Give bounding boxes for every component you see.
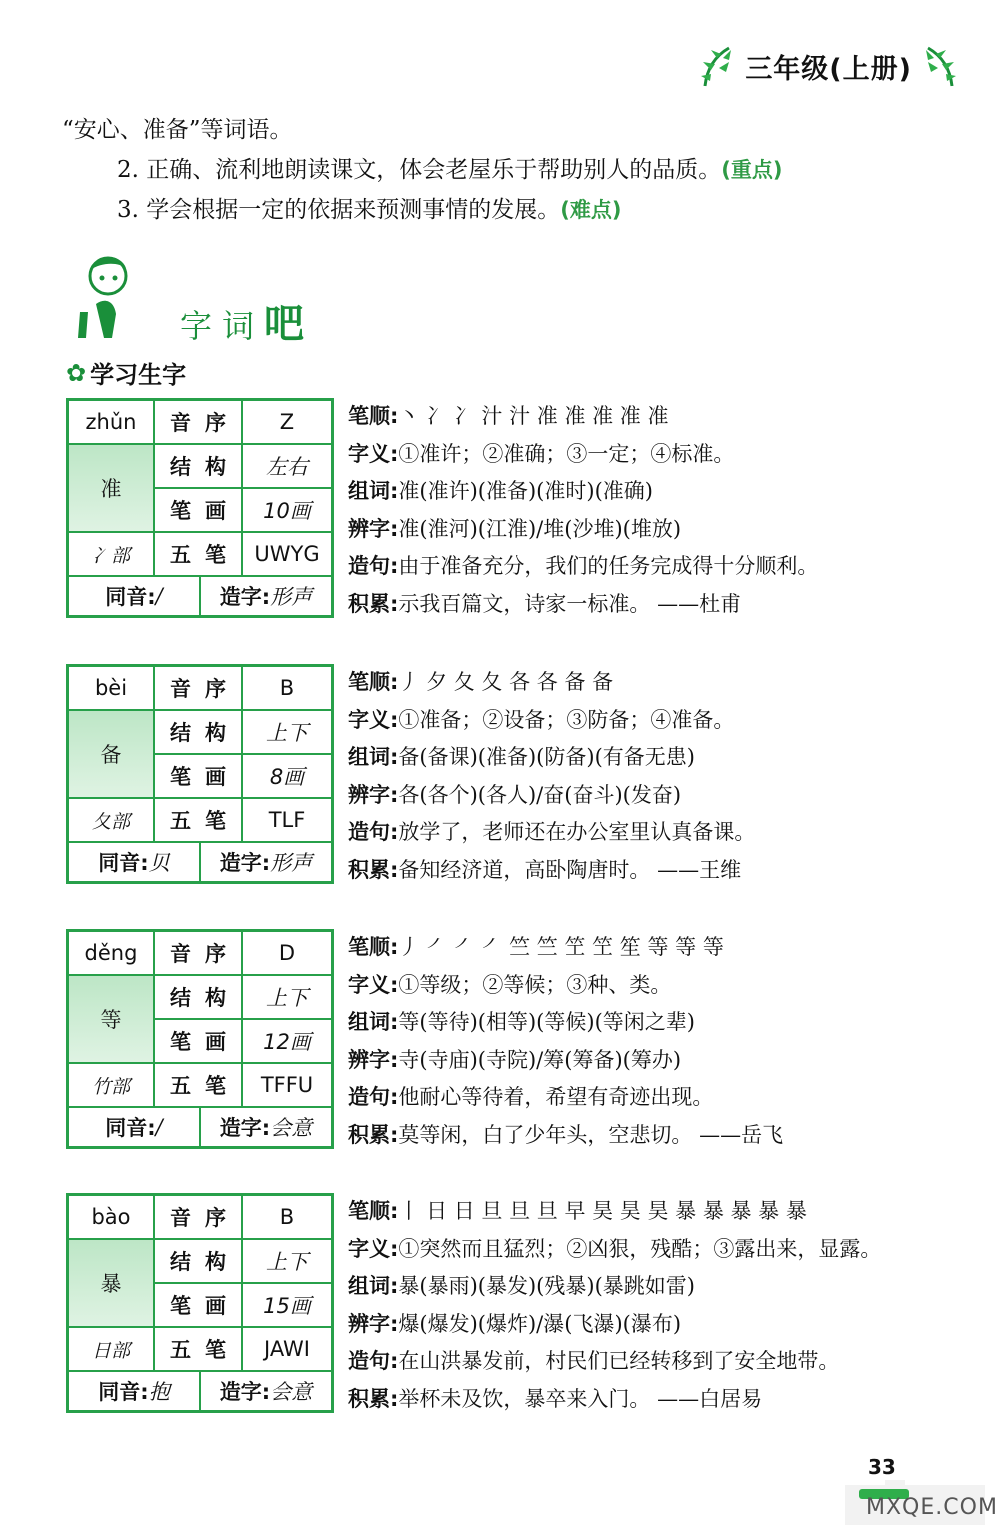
objective-3-text: 3. 学会根据一定的依据来预测事情的发展。 — [117, 197, 561, 223]
word-group-value: 备(备课)(准备)(防备)(有备无患) — [398, 745, 695, 769]
page-header — [697, 42, 960, 90]
distinguish-label: 辨字: — [348, 1311, 399, 1336]
subsection-title — [66, 355, 186, 390]
accumulation-line — [348, 852, 968, 890]
distinguish-label: 辨字: — [348, 1047, 399, 1072]
distinguish-line — [348, 777, 968, 815]
accumulation-value: 举杯未及饮，暴卒来入门。 ——白居易 — [398, 1386, 763, 1411]
kid-mascot-icon — [70, 252, 140, 342]
formation — [201, 1372, 331, 1410]
strokes-label: 笔画 — [155, 1020, 243, 1064]
meaning-line — [348, 1231, 968, 1269]
meaning-line — [348, 967, 968, 1005]
pinyin: bào — [69, 1196, 155, 1240]
homophone-value: 贝 — [148, 851, 170, 875]
distinguish-value: 准(淮河)(江淮)/堆(沙堆)(堆放) — [398, 516, 682, 541]
homophone-value: / — [155, 584, 163, 608]
objective-line-1: “安心、准备”等词语。 — [62, 117, 293, 143]
stroke-order-line — [348, 664, 968, 702]
sentence-line — [348, 1343, 968, 1381]
character-card — [66, 1193, 334, 1413]
stroke-order-label: 笔顺: — [348, 935, 399, 959]
formation-label: 造字: — [219, 1116, 271, 1140]
strokes-value: 10画 — [243, 489, 331, 533]
main-character: 等 — [69, 976, 155, 1064]
word-group-value: 等(等待)(相等)(等候)(等闲之辈) — [398, 1010, 695, 1034]
wubi-label: 五笔 — [155, 1064, 243, 1108]
word-group-label: 组词: — [348, 479, 399, 503]
stroke-order-label: 笔顺: — [348, 404, 399, 428]
character-entry — [66, 929, 966, 1155]
strokes-value: 15画 — [243, 1284, 331, 1328]
strokes-value: 8画 — [243, 755, 331, 799]
radical: 夂部 — [69, 799, 155, 843]
stroke-order-line — [348, 1193, 968, 1231]
pinyin: bèi — [69, 667, 155, 711]
accumulation-label: 积累: — [348, 1122, 399, 1147]
formation — [201, 843, 331, 881]
distinguish-value: 爆(爆发)(爆炸)/瀑(飞瀑)(瀑布) — [398, 1311, 682, 1336]
distinguish-label: 辨字: — [348, 516, 399, 541]
character-entry — [66, 1193, 966, 1419]
stroke-order-label: 笔顺: — [348, 1199, 399, 1223]
homophone — [69, 577, 201, 615]
homophone-label: 同音: — [105, 1116, 156, 1140]
sentence-label: 造句: — [348, 1349, 399, 1373]
structure-value: 上下 — [243, 711, 331, 755]
main-character: 准 — [69, 445, 155, 533]
stroke-order-line — [348, 398, 968, 436]
character-details — [348, 929, 968, 1154]
meaning-value: ①准备；②设备；③防备；④准备。 — [398, 707, 735, 732]
accumulation-label: 积累: — [348, 857, 399, 882]
character-details — [348, 1193, 968, 1418]
wubi-label: 五笔 — [155, 1328, 243, 1372]
structure-label: 结构 — [155, 976, 243, 1020]
formation-value: 形声 — [270, 851, 313, 875]
character-card — [66, 398, 334, 618]
word-group-label: 组词: — [348, 1274, 399, 1298]
word-group-line — [348, 1268, 968, 1306]
word-group-label: 组词: — [348, 1010, 399, 1034]
meaning-line — [348, 702, 968, 740]
structure-label: 结构 — [155, 1240, 243, 1284]
accumulation-line — [348, 586, 968, 624]
stroke-order-label: 笔顺: — [348, 670, 399, 694]
character-details — [348, 664, 968, 889]
structure-label: 结构 — [155, 445, 243, 489]
homophone — [69, 1372, 201, 1410]
sentence-value: 他耐心等待着，希望有奇迹出现。 — [398, 1085, 714, 1109]
radical: 日部 — [69, 1328, 155, 1372]
accumulation-line — [348, 1381, 968, 1419]
wubi-code: UWYG — [243, 533, 331, 577]
order-label: 音序 — [155, 1196, 243, 1240]
wubi-code: TLF — [243, 799, 331, 843]
structure-value: 上下 — [243, 1240, 331, 1284]
main-character: 备 — [69, 711, 155, 799]
stroke-order-value: 丨 日 日 旦 旦 旦 早 昊 昊 昊 暴 暴 暴 暴 暴 — [398, 1199, 807, 1223]
sentence-label: 造句: — [348, 554, 399, 578]
distinguish-line — [348, 511, 968, 549]
stroke-order-value: 丶 冫 冫 汁 汁 准 准 准 准 准 — [398, 404, 669, 428]
strokes-value: 12画 — [243, 1020, 331, 1064]
strokes-label: 笔画 — [155, 489, 243, 533]
watermark: MXQE.COM — [866, 1495, 998, 1520]
stroke-order-value: 丿 夕 夂 夂 各 各 备 备 — [398, 670, 614, 694]
flower-icon: ✿ — [66, 358, 87, 387]
sentence-line — [348, 548, 968, 586]
formation-label: 造字: — [219, 1380, 271, 1404]
order-label: 音序 — [155, 401, 243, 445]
formation-value: 形声 — [270, 585, 313, 609]
order-label: 音序 — [155, 667, 243, 711]
sentence-value: 放学了，老师还在办公室里认真备课。 — [398, 820, 756, 844]
strokes-label: 笔画 — [155, 1284, 243, 1328]
wubi-label: 五笔 — [155, 533, 243, 577]
page-number: 33 — [868, 1455, 896, 1479]
meaning-value: ①等级；②等候；③种、类。 — [398, 972, 672, 997]
distinguish-line — [348, 1042, 968, 1080]
homophone-label: 同音: — [98, 851, 149, 875]
section-title-main: 字词 — [180, 307, 265, 345]
section-title-text — [180, 292, 304, 349]
word-group-line — [348, 473, 968, 511]
strokes-label: 笔画 — [155, 755, 243, 799]
word-group-line — [348, 1004, 968, 1042]
formation-label: 造字: — [219, 851, 271, 875]
word-group-line — [348, 739, 968, 777]
meaning-label: 字义: — [348, 1236, 399, 1261]
structure-label: 结构 — [155, 711, 243, 755]
accumulation-line — [348, 1117, 968, 1155]
key-point-tag: (重点) — [721, 158, 783, 182]
wubi-code: JAWI — [243, 1328, 331, 1372]
section-title — [70, 252, 390, 347]
objective-line-2 — [62, 150, 962, 190]
order-value: D — [243, 932, 331, 976]
homophone-label: 同音: — [98, 1380, 149, 1404]
sentence-value: 在山洪暴发前，村民们已经转移到了安全地带。 — [398, 1349, 840, 1373]
leaf-left-icon — [697, 42, 737, 90]
formation-value: 会意 — [270, 1116, 313, 1140]
pinyin: děng — [69, 932, 155, 976]
sentence-line — [348, 1079, 968, 1117]
order-value: B — [243, 1196, 331, 1240]
objective-2-text: 2. 正确、流利地朗读课文，体会老屋乐于帮助别人的品质。 — [117, 157, 722, 183]
order-label: 音序 — [155, 932, 243, 976]
formation — [201, 1108, 331, 1146]
distinguish-value: 寺(寺庙)(寺院)/筹(筹备)(筹办) — [398, 1047, 682, 1072]
character-details — [348, 398, 968, 623]
accumulation-value: 示我百篇文，诗家一标准。 ——杜甫 — [398, 591, 742, 616]
structure-value: 上下 — [243, 976, 331, 1020]
radical: 竹部 — [69, 1064, 155, 1108]
sentence-line — [348, 814, 968, 852]
pinyin: zhǔn — [69, 401, 155, 445]
accumulation-label: 积累: — [348, 1386, 399, 1411]
meaning-label: 字义: — [348, 441, 399, 466]
word-group-label: 组词: — [348, 745, 399, 769]
character-entry — [66, 664, 966, 890]
character-card — [66, 664, 334, 884]
formation-value: 会意 — [270, 1380, 313, 1404]
leaf-right-icon — [920, 42, 960, 90]
sentence-label: 造句: — [348, 1085, 399, 1109]
accumulation-value: 莫等闲，白了少年头，空悲切。 ——岳飞 — [398, 1122, 784, 1147]
meaning-line — [348, 436, 968, 474]
stroke-order-line — [348, 929, 968, 967]
meaning-value: ①准许；②准确；③一定；④标准。 — [398, 441, 735, 466]
distinguish-line — [348, 1306, 968, 1344]
sentence-value: 由于准备充分，我们的任务完成得十分顺利。 — [398, 554, 819, 578]
word-group-value: 准(准许)(准备)(准时)(准确) — [398, 479, 653, 503]
sentence-label: 造句: — [348, 820, 399, 844]
homophone-value: 抱 — [148, 1380, 170, 1404]
homophone — [69, 1108, 201, 1146]
order-value: B — [243, 667, 331, 711]
structure-value: 左右 — [243, 445, 331, 489]
objective-line-3 — [62, 190, 962, 230]
meaning-label: 字义: — [348, 707, 399, 732]
stroke-order-value: 丿 ㇒ ㇒ ㇒ 竺 竺 笁 笁 笙 等 等 等 — [398, 935, 724, 959]
word-group-value: 暴(暴雨)(暴发)(残暴)(暴跳如雷) — [398, 1274, 695, 1298]
meaning-label: 字义: — [348, 972, 399, 997]
wubi-code: TFFU — [243, 1064, 331, 1108]
subsection-title-text: 学习生字 — [90, 361, 187, 389]
order-value: Z — [243, 401, 331, 445]
homophone-label: 同音: — [105, 585, 156, 609]
character-card — [66, 929, 334, 1149]
distinguish-label: 辨字: — [348, 782, 399, 807]
learning-objectives — [62, 110, 962, 230]
accumulation-label: 积累: — [348, 591, 399, 616]
grade-label: 三年级(上册) — [745, 53, 912, 85]
homophone-value: / — [155, 1115, 163, 1139]
distinguish-value: 各(各个)(各人)/奋(奋斗)(发奋) — [398, 782, 682, 807]
character-entry — [66, 398, 966, 624]
radical: 冫部 — [69, 533, 155, 577]
difficulty-tag: (难点) — [560, 198, 622, 222]
section-title-accent: 吧 — [264, 301, 305, 347]
formation — [201, 577, 331, 615]
main-character: 暴 — [69, 1240, 155, 1328]
formation-label: 造字: — [219, 585, 271, 609]
accumulation-value: 备知经济道，高卧陶唐时。 ——王维 — [398, 857, 742, 882]
meaning-value: ①突然而且猛烈；②凶狠，残酷；③露出来，显露。 — [398, 1236, 882, 1261]
wubi-label: 五笔 — [155, 799, 243, 843]
homophone — [69, 843, 201, 881]
